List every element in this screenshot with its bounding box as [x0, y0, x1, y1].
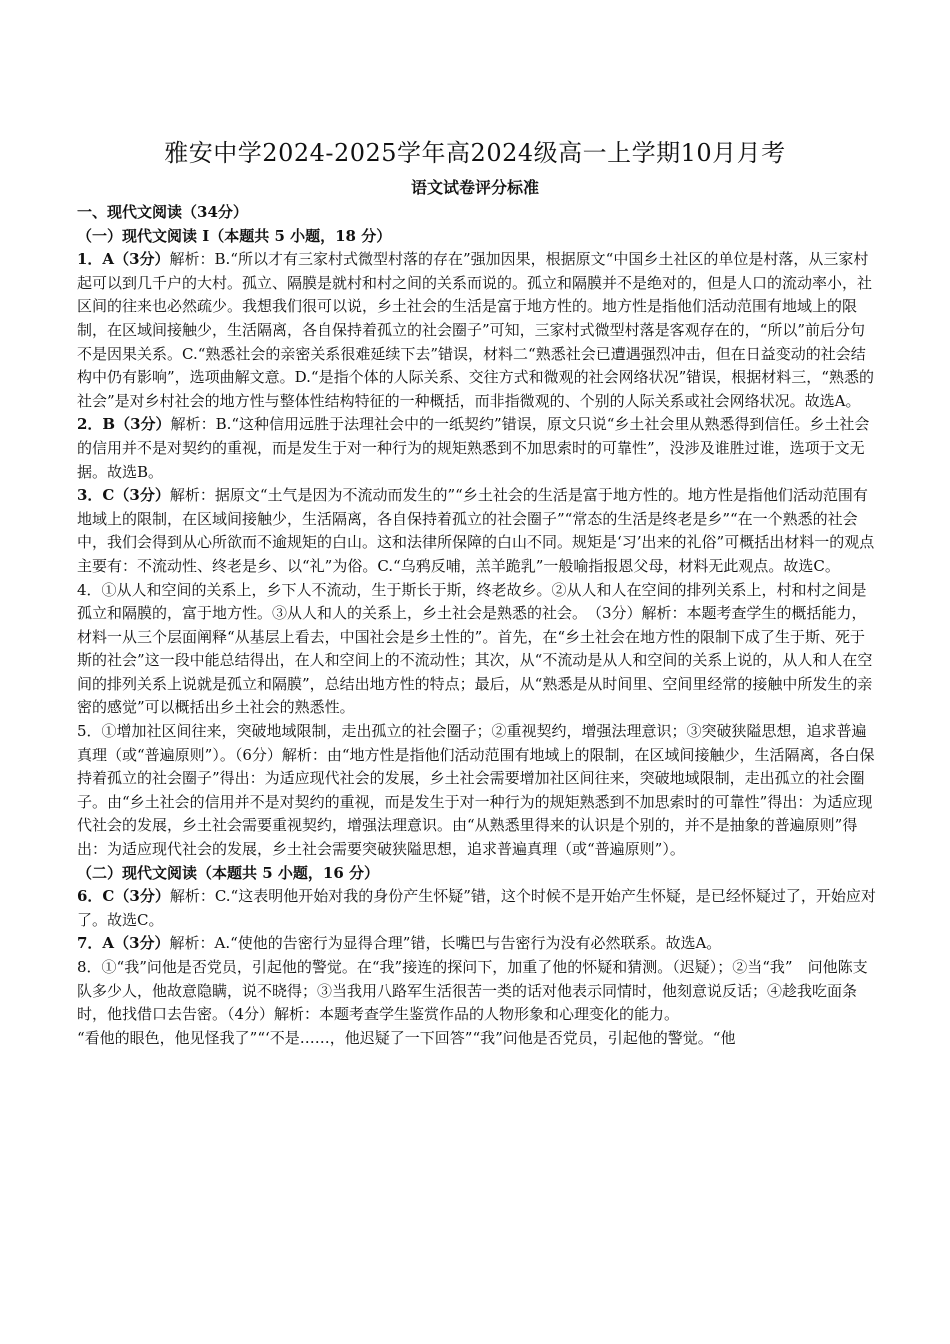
page-subtitle: 语文试卷评分标准 [410, 178, 539, 197]
answer-q4-head: 4． [77, 580, 102, 599]
answer-q2-text: 解析：B.“这种信用远胜于法理社会中的一纸契约”错误，原文只说“乡土社会里从熟悉得到信任。乡土社会的信用并不是对契约的重视，而是发生于对一种行为的规矩熟悉到不加思索时的可靠性”，没涉及谁胜过谁，选项于文无据。故选B。 [77, 415, 870, 481]
subsection-heading-1: （一）现代文阅读 I（本题共 5 小题，18 分） [77, 226, 392, 245]
answer-q7 [77, 932, 877, 956]
answer-q3-head: 3．C（3分） [77, 486, 170, 505]
answer-q4-text: ①从人和空间的关系上，乡下人不流动，生于斯长于斯，终老故乡。②从人和人在空间的排列关系上，村和村之间是孤立和隔膜的，富于地方性。③从人和人的关系上，乡土社会是熟悉的社会。 （3分）解析：本题考查学生的概括能力，材料一从三个层面阐释“从基层上看去，中国社会是乡土性的”。首先，在“乡土社会在地方性的限制下成了生于斯、死于斯的社会”这一段中能总结得出，在人和空间上的不流动性；其次，从“不流动是从人和空间的关系上说的，从人和人在空间的排列关系上说就是孤立和隔膜”，总结出地方性的特点；最后，从“熟悉是从时间里、空间里经常的接触中所发生的亲密的感觉”可以概括出乡土社会的熟悉性。 [77, 580, 873, 717]
answer-q6-text: 解析：C.“这表明他开始对我的身份产生怀疑”错，这个时候不是开始产生怀疑，是已经怀疑过了，开始应对了。故选C。 [77, 887, 876, 929]
answer-q4 [77, 579, 877, 721]
answer-q1-head: 1．A（3分） [77, 250, 170, 269]
section-heading-1: 一、现代文阅读（34分） [77, 203, 248, 221]
answer-q5 [77, 720, 877, 862]
answer-q7-head: 7．A（3分） [77, 934, 170, 953]
answer-q8-continuation: “看他的眼色，他见怪我了”“‘不是……，他迟疑了一下回答”“我”问他是否党员，引起他的警觉。“他 [77, 1028, 736, 1047]
answer-q5-text: ①增加社区间往来，突破地域限制，走出孤立的社会圈子；②重视契约，增强法理意识；③突破狭隘思想，追求普遍真理（或“普遍原则”）。（6分）解析：由“地方性是指他们活动范围有地域上的限制，在区域间接触少，生活隔离，各白保持着孤立的社会圈子”得出：为适应现代社会的发展，乡土社会需要增加社区间往来，突破地域限制，走出孤立的社会圈子。由“乡土社会的信用并不是对契约的重视，而是发生于对一种行为的规矩熟悉到不加思索时的可靠性”得出：为适应现代社会的发展，乡土社会需要重视契约，增强法理意识。由“从熟悉里得来的认识是个别的，并不是抽象的普遍原则”得出：为适应现代社会的发展，乡土社会需要突破狭隘思想，追求普遍真理（或“普遍原则”）。 [77, 722, 875, 859]
answer-q7-text: 解析：A.“使他的告密行为显得合理”错，长嘴巴与告密行为没有必然联系。故选A。 [169, 934, 722, 953]
answer-q6-head: 6．C（3分） [77, 887, 170, 906]
document-body [77, 201, 877, 1050]
answer-q1-text: 解析：B.“所以才有三家村式微型村落的存在”强加因果，根据原文“中国乡土社区的单位是村落，从三家村起可以到几千户的大村。孤立、隔膜是就村和村之间的关系而说的。孤立和隔膜并不是绝对的，但是人口的流动率小，社区间的往来也必然疏少。我想我们很可以说，乡土社会的生活是富于地方性的。地方性是指他们活动范围有地域上的限制，在区域间接触少，生活隔离，各自保持着孤立的社会圈子”可知，三家村式微型村落是客观存在的，“所以”前后分句不是因果关系。C.“熟悉社会的亲密关系很难延续下去”错误，材料二“熟悉社会已遭遇强烈冲击，但在日益变动的社会结构中仍有影响”，选项曲解文意。D.“是指个体的人际关系、交往方式和微观的社会网络状况”错误，根据材料三，“熟悉的社会”是对乡村社会的地方性与整体性结构特征的一种概括，而非指微观的、个别的人际关系或社会网络状况。故选A。 [77, 250, 874, 410]
answer-q2-head: 2．B（3分） [77, 415, 171, 434]
answer-q5-head: 5． [77, 722, 102, 741]
answer-q3 [77, 484, 877, 578]
answer-q8 [77, 956, 877, 1027]
answer-q3-text: 解析：据原文“土气是因为不流动而发生的”“乡土社会的生活是富于地方性的。地方性是指他们活动范围有地域上的限制，在区域间接触少，生活隔离，各自保持着孤立的社会圈子”“常态的生活是终老是乡”“在一个熟悉的社会中，我们会得到从心所欲而不逾规矩的白山。这和法律所保障的白山不同。规矩是‘习’出来的礼俗”可概括出材料一的观点主要有：不流动性、终老是乡、以“礼”为俗。C.“乌鸦反哺，羔羊跪乳”一般喻指报恩父母，材料无此观点。故选C。 [77, 486, 875, 575]
page-title: 雅安中学2024-2025学年高2024级高一上学期10月月考 [164, 139, 786, 167]
answer-q2 [77, 413, 877, 484]
answer-q1 [77, 248, 877, 413]
subsection-heading-2: （二）现代文阅读（本题共 5 小题，16 分） [77, 863, 379, 882]
answer-q8-text: ①“我”问他是否党员，引起他的警觉。在“我”接连的探问下，加重了他的怀疑和猜测。（迟疑）；②当“我” 问他陈支队多少人，他故意隐瞒，说不晓得；③当我用八路军生活很苦一类的话对他表示同情时，他刻意说反话；④趁我吃面条时，他找借口去告密。（4分）解析：本题考查学生鉴赏作品的人物形象和心理变化的能力。 [77, 958, 868, 1024]
answer-q6 [77, 885, 877, 932]
answer-q8-head: 8． [77, 958, 102, 976]
